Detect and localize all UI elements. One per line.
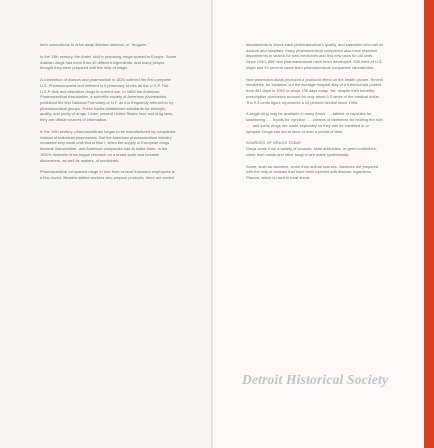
right-paragraph: departments to check each pharmaceutical's quality, and salesmen who call on doctors and hospitals. Many pharmaceutical companies also have research departments to search for new medicines and find new uses for old ones. Since 1940, 868 new pharmaceuticals have been developed. 536 were of U.S. origin and 92 percent came from pharmaceutical companies' laboratories. — [246, 42, 384, 70]
section-heading: SOURCES OF DRUGS TODAY — [246, 140, 302, 146]
right-paragraph: New pharmaceuticals produced a profound effect on the health picture. Recent medicines, for instance, cut the average hospital stay of a tuberculosis patient from 461 days in 1950 to about 138 days today. Yet, despite their benefits, prescription purchases account for only about 9.3 cents of the medical dollar. The 9.3 cents figure represents a 12 percent decline since 1958. — [246, 76, 384, 105]
red-edge-band — [424, 0, 434, 448]
left-paragraph: In the 19th century, pharmaceuticals began to be manufactured by companies instead of individual pharmacists. But the American pharmaceutical industry remained very small until World War I, when the supply of European drugs became inaccessible, and American companies had to make them. In the 1930's domestic firms began research on a broad scale and became discoverers, as well as makers, of medicines. — [40, 129, 176, 163]
left-paragraph: Pharmaceutical companies range in size from several thousand employees to a few dozen. Besides skilled workers who prepare products, there are control — [40, 169, 176, 181]
right-paragraph: A single drug may be available in many forms . . . tablets or capsules for swallowing . . . liquids for injection . . . creams or ointments for healing the skin . . . and some drugs are made especially so they can be breathed in or sprayed. Drugs can act at once or over a period of time. — [246, 111, 383, 134]
right-text-column — [246, 42, 384, 187]
right-paragraph: Drugs come from a variety of sources. Most antibiotics, or germ controllers, come from molds and other fungi or are made synthetically. — [246, 146, 377, 157]
left-paragraph: In the 13th century, the Arabs' skill in preparing drugs spread to Europe. Some Arabian drugs had more than 40 different ingredients, and many people thought they were prepared with the help of magic. — [40, 53, 177, 71]
left-paragraph: A convention of doctors and pharmacists in 1820 outlined the first complete U.S. Pharmacopoeia and referred to it pharmacy circles as the U.S.P. The U.S.P. lists and describes drugs in current use. In 1888 the American Pharmaceutical Association, a scientific society of American pharmacists, published the first National Formulary or N.F. as it is frequently referred to by pharmaceutical groups. These books established standards for strength, quality, and purity of drugs. Under present United States food and drug laws, they are official sources of information. — [40, 77, 174, 123]
left-text-column — [40, 42, 178, 187]
watermark: Detroit Historical Society — [242, 372, 389, 387]
page-fold — [211, 0, 213, 448]
left-paragraph: herb concoctions to drive away disease demons, or "drogues." — [40, 42, 149, 47]
right-paragraph: Some, such as vaccines, come from animal sources. Vaccines are prepared with the help of animals that have been injected with disease organisms. Plasma, which is used to treat shock — [246, 163, 379, 181]
